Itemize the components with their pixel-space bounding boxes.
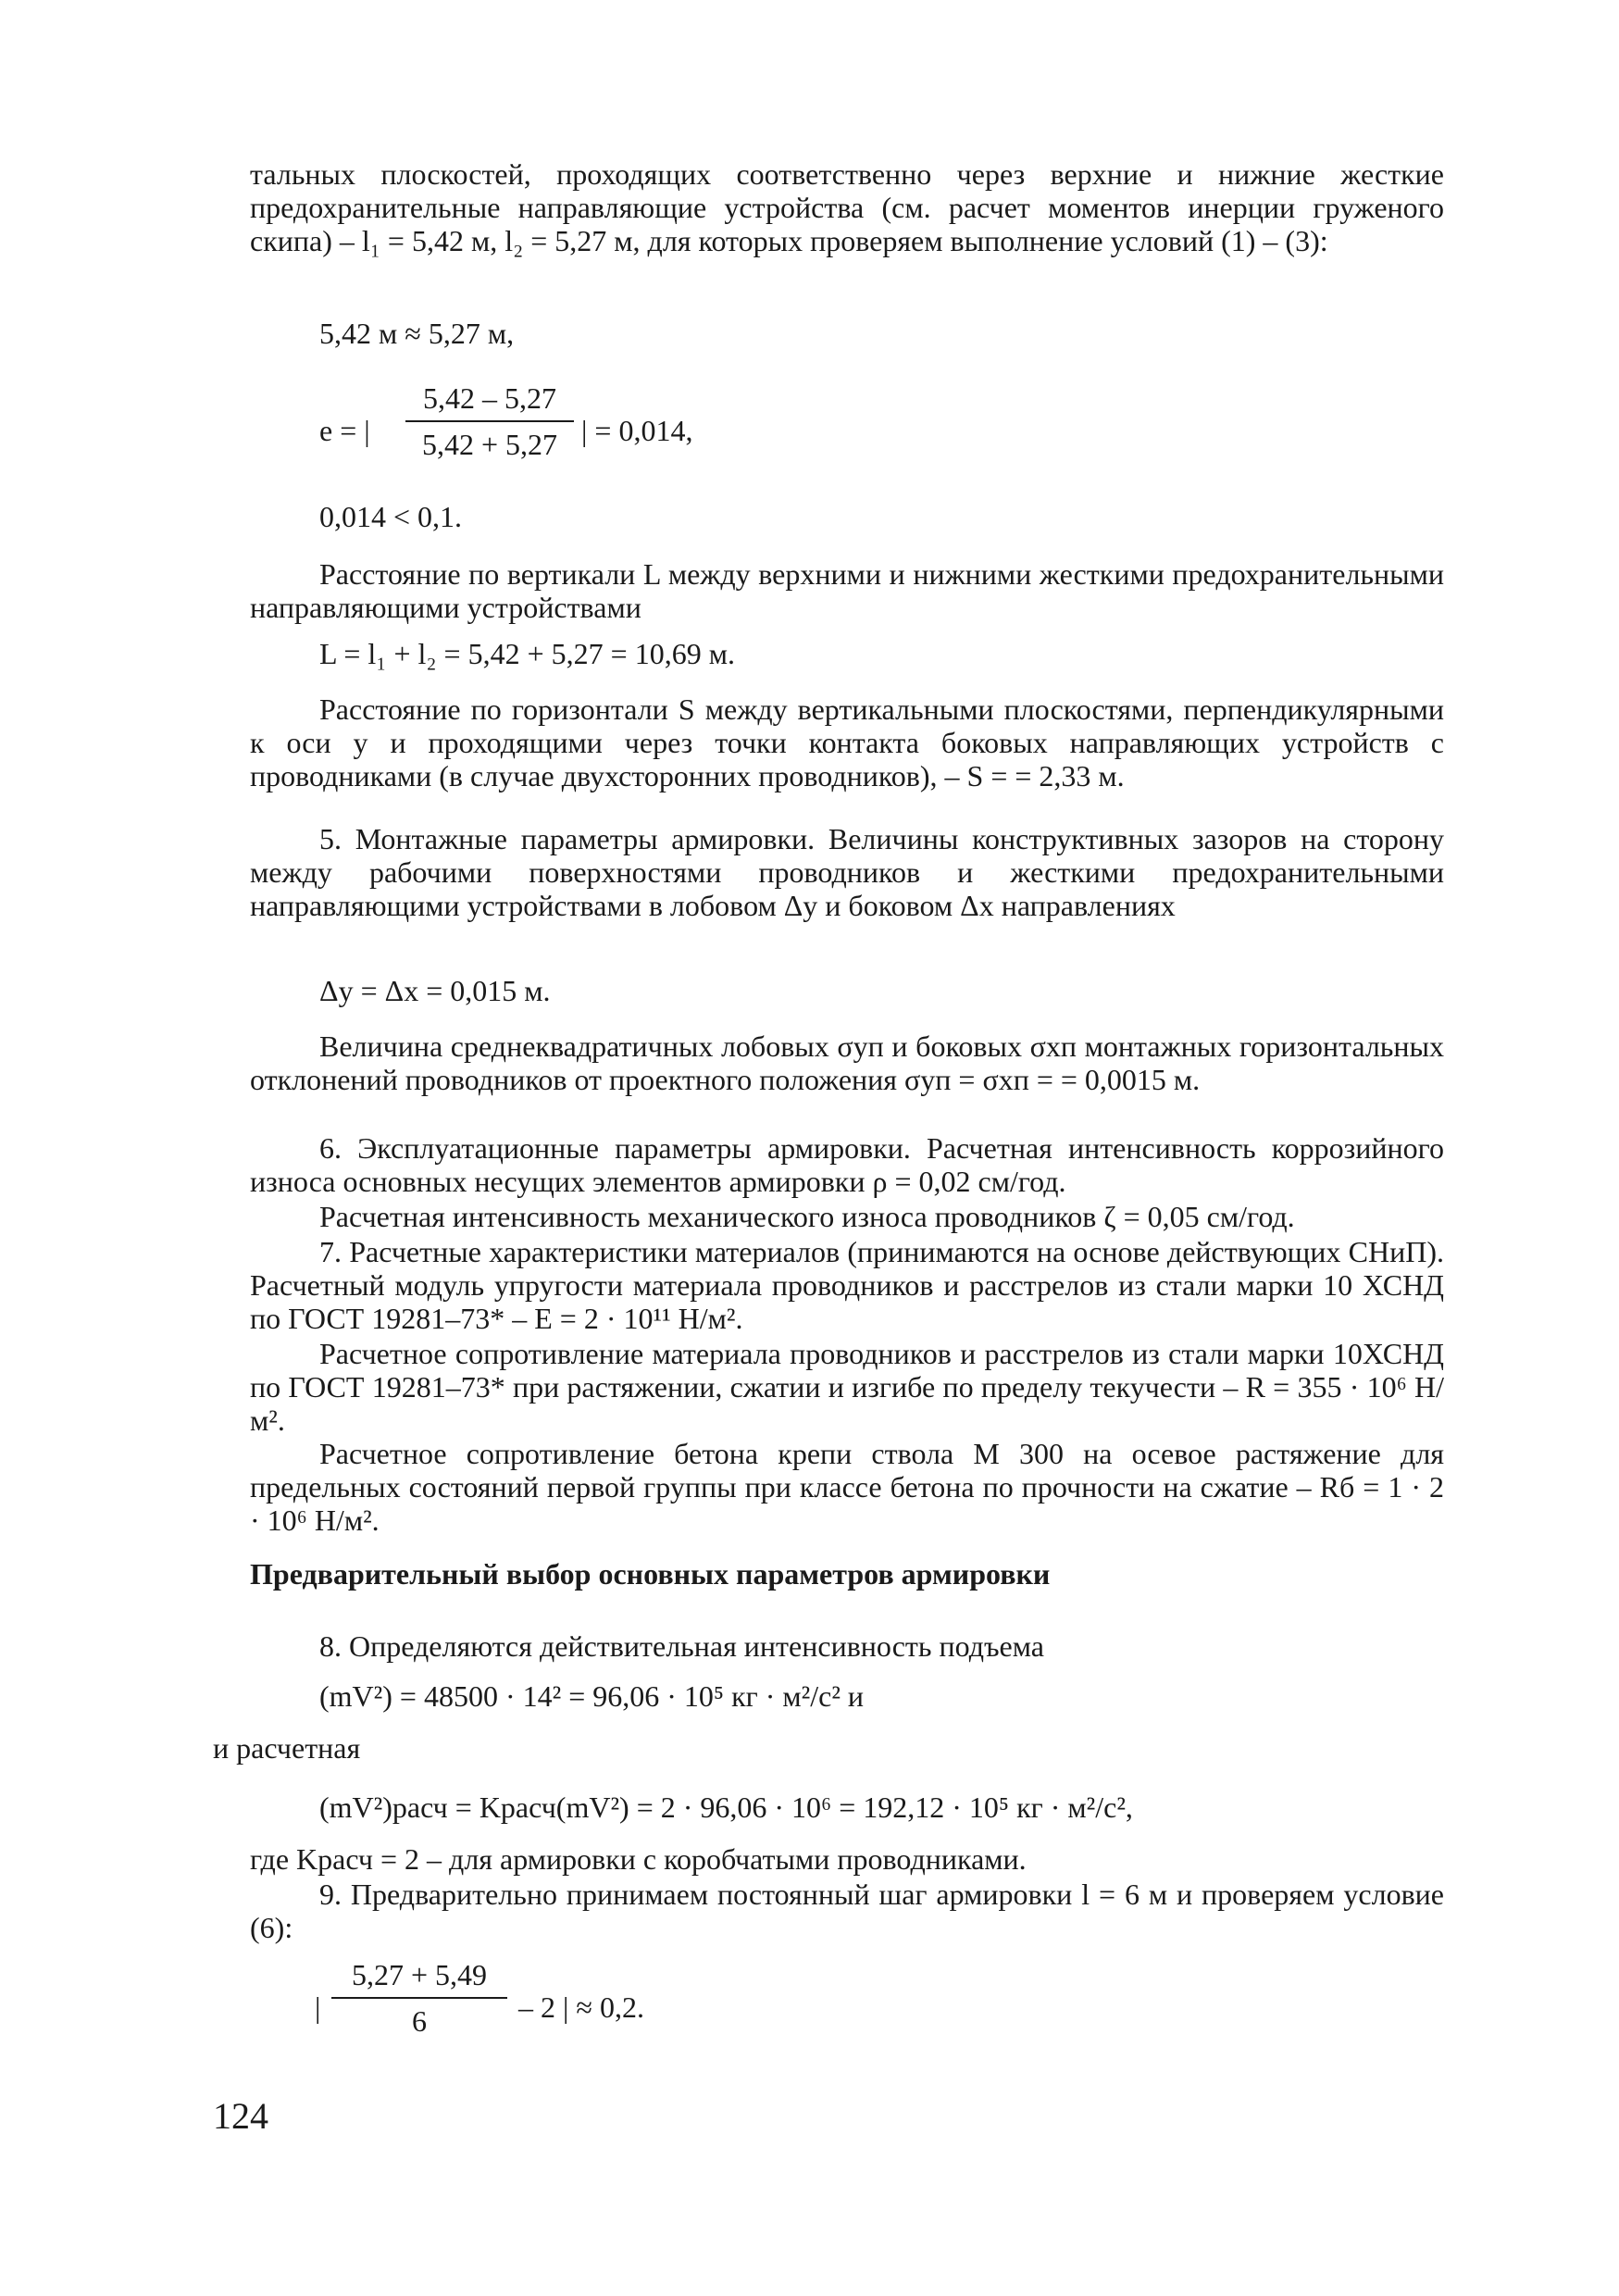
paragraph-mechanical-wear: Расчетная интенсивность механического износа проводников ζ = 0,05 см/год. [319,1200,1295,1233]
formula-step-denominator: 6 [412,2004,427,2038]
fraction-bar [405,420,574,422]
paragraph-k-calc: где Kрасч = 2 – для армировки с коробчатыми проводниками. [250,1842,1027,1876]
paragraph-calculated-label: и расчетная [213,1731,361,1765]
page-number: 124 [213,2095,268,2137]
formula-step-fraction [331,1958,507,2038]
formula-inequality: 0,014 < 0,1. [319,500,463,533]
paragraph-horizontal-distance: Расстояние по горизонтали S между вертикальными плоскостями, перпендикулярными к оси y и проходящими через точки контакта боковых направляющих устройств с проводниками (в случае двухсторонних проводников), – S = = 2,33 м. [250,693,1444,792]
formula-L: L = l₁ + l₂ = 5,42 + 5,27 = 10,69 м. [319,637,735,670]
formula-e-fraction [405,381,574,461]
paragraph-lift-intensity: 8. Определяются действительная интенсивность подъема [319,1629,1044,1663]
section-heading: Предварительный выбор основных параметров армировки [250,1557,1051,1591]
paragraph-material-characteristics: 7. Расчетные характеристики материалов (принимаются на основе действующих СНиП). Расчетный модуль упругости материала проводников и расстрелов из стали марки 10 ХСНД по ГОСТ 19281–73* – E = 2 · 10¹¹ Н/м². [250,1235,1444,1335]
formula-clearance: Δy = Δx = 0,015 м. [319,974,551,1007]
formula-step-lhs: | [315,1990,321,2024]
paragraph-deviation: Величина среднеквадратичных лобовых σyп и боковых σxп монтажных горизонтальных отклонений проводников от проектного положения σyп = σxп = = 0,0015 м. [250,1029,1444,1096]
paragraph-vertical-distance: Расстояние по вертикали L между верхними и нижними жесткими предохранительными направляющими устройствами [250,557,1444,624]
paragraph-intro: тальных плоскостей, проходящих соответственно через верхние и нижние жесткие предохранительные направляющие устройства (см. расчет моментов инерции груженого скипа) – l₁ = 5,42 м, l₂ = 5,27 м, для которых проверяем выполнение условий (1) – (3): [250,157,1444,257]
paragraph-steel-resistance: Расчетное сопротивление материала проводников и расстрелов из стали марки 10ХСНД по ГОСТ 19281–73* при растяжении, сжатии и изгибе по пределу текучести – R = 355 · 10⁶ Н/м². [250,1337,1444,1437]
formula-e-rhs: | = 0,014, [581,414,693,447]
paragraph-mounting-params: 5. Монтажные параметры армировки. Величины конструктивных зазоров на сторону между рабочими поверхностями проводников и жесткими предохранительными направляющими устройствами в лобовом Δy и боковом Δx направлениях [250,822,1444,922]
paragraph-step-check: 9. Предварительно принимаем постоянный шаг армировки l = 6 м и проверяем условие (6): [250,1878,1444,1944]
formula-mv2-calc: (mV²)расч = Kрасч(mV²) = 2 · 96,06 · 10⁶ = 192,12 · 10⁵ кг · м²/с², [319,1791,1133,1824]
formula-e-lhs: e = | [319,414,370,447]
fraction-bar [331,1997,507,1999]
paragraph-operational-params: 6. Эксплуатационные параметры армировки. Расчетная интенсивность коррозийного износа основных несущих элементов армировки ρ = 0,02 см/год. [250,1131,1444,1198]
paragraph-concrete-resistance: Расчетное сопротивление бетона крепи ствола М 300 на осевое растяжение для предельных состояний первой группы при классе бетона по прочности на сжатие – Rб = 1 · 2 · 10⁶ Н/м². [250,1437,1444,1537]
formula-mv2: (mV²) = 48500 · 14² = 96,06 · 10⁵ кг · м²/с² и [319,1679,865,1713]
formula-step-rhs: – 2 | ≈ 0,2. [518,1990,644,2024]
formula-e-numerator: 5,42 – 5,27 [423,381,556,415]
formula-approx: 5,42 м ≈ 5,27 м, [319,317,515,350]
formula-e-denominator: 5,42 + 5,27 [421,428,558,461]
formula-step-numerator: 5,27 + 5,49 [351,1958,488,1991]
